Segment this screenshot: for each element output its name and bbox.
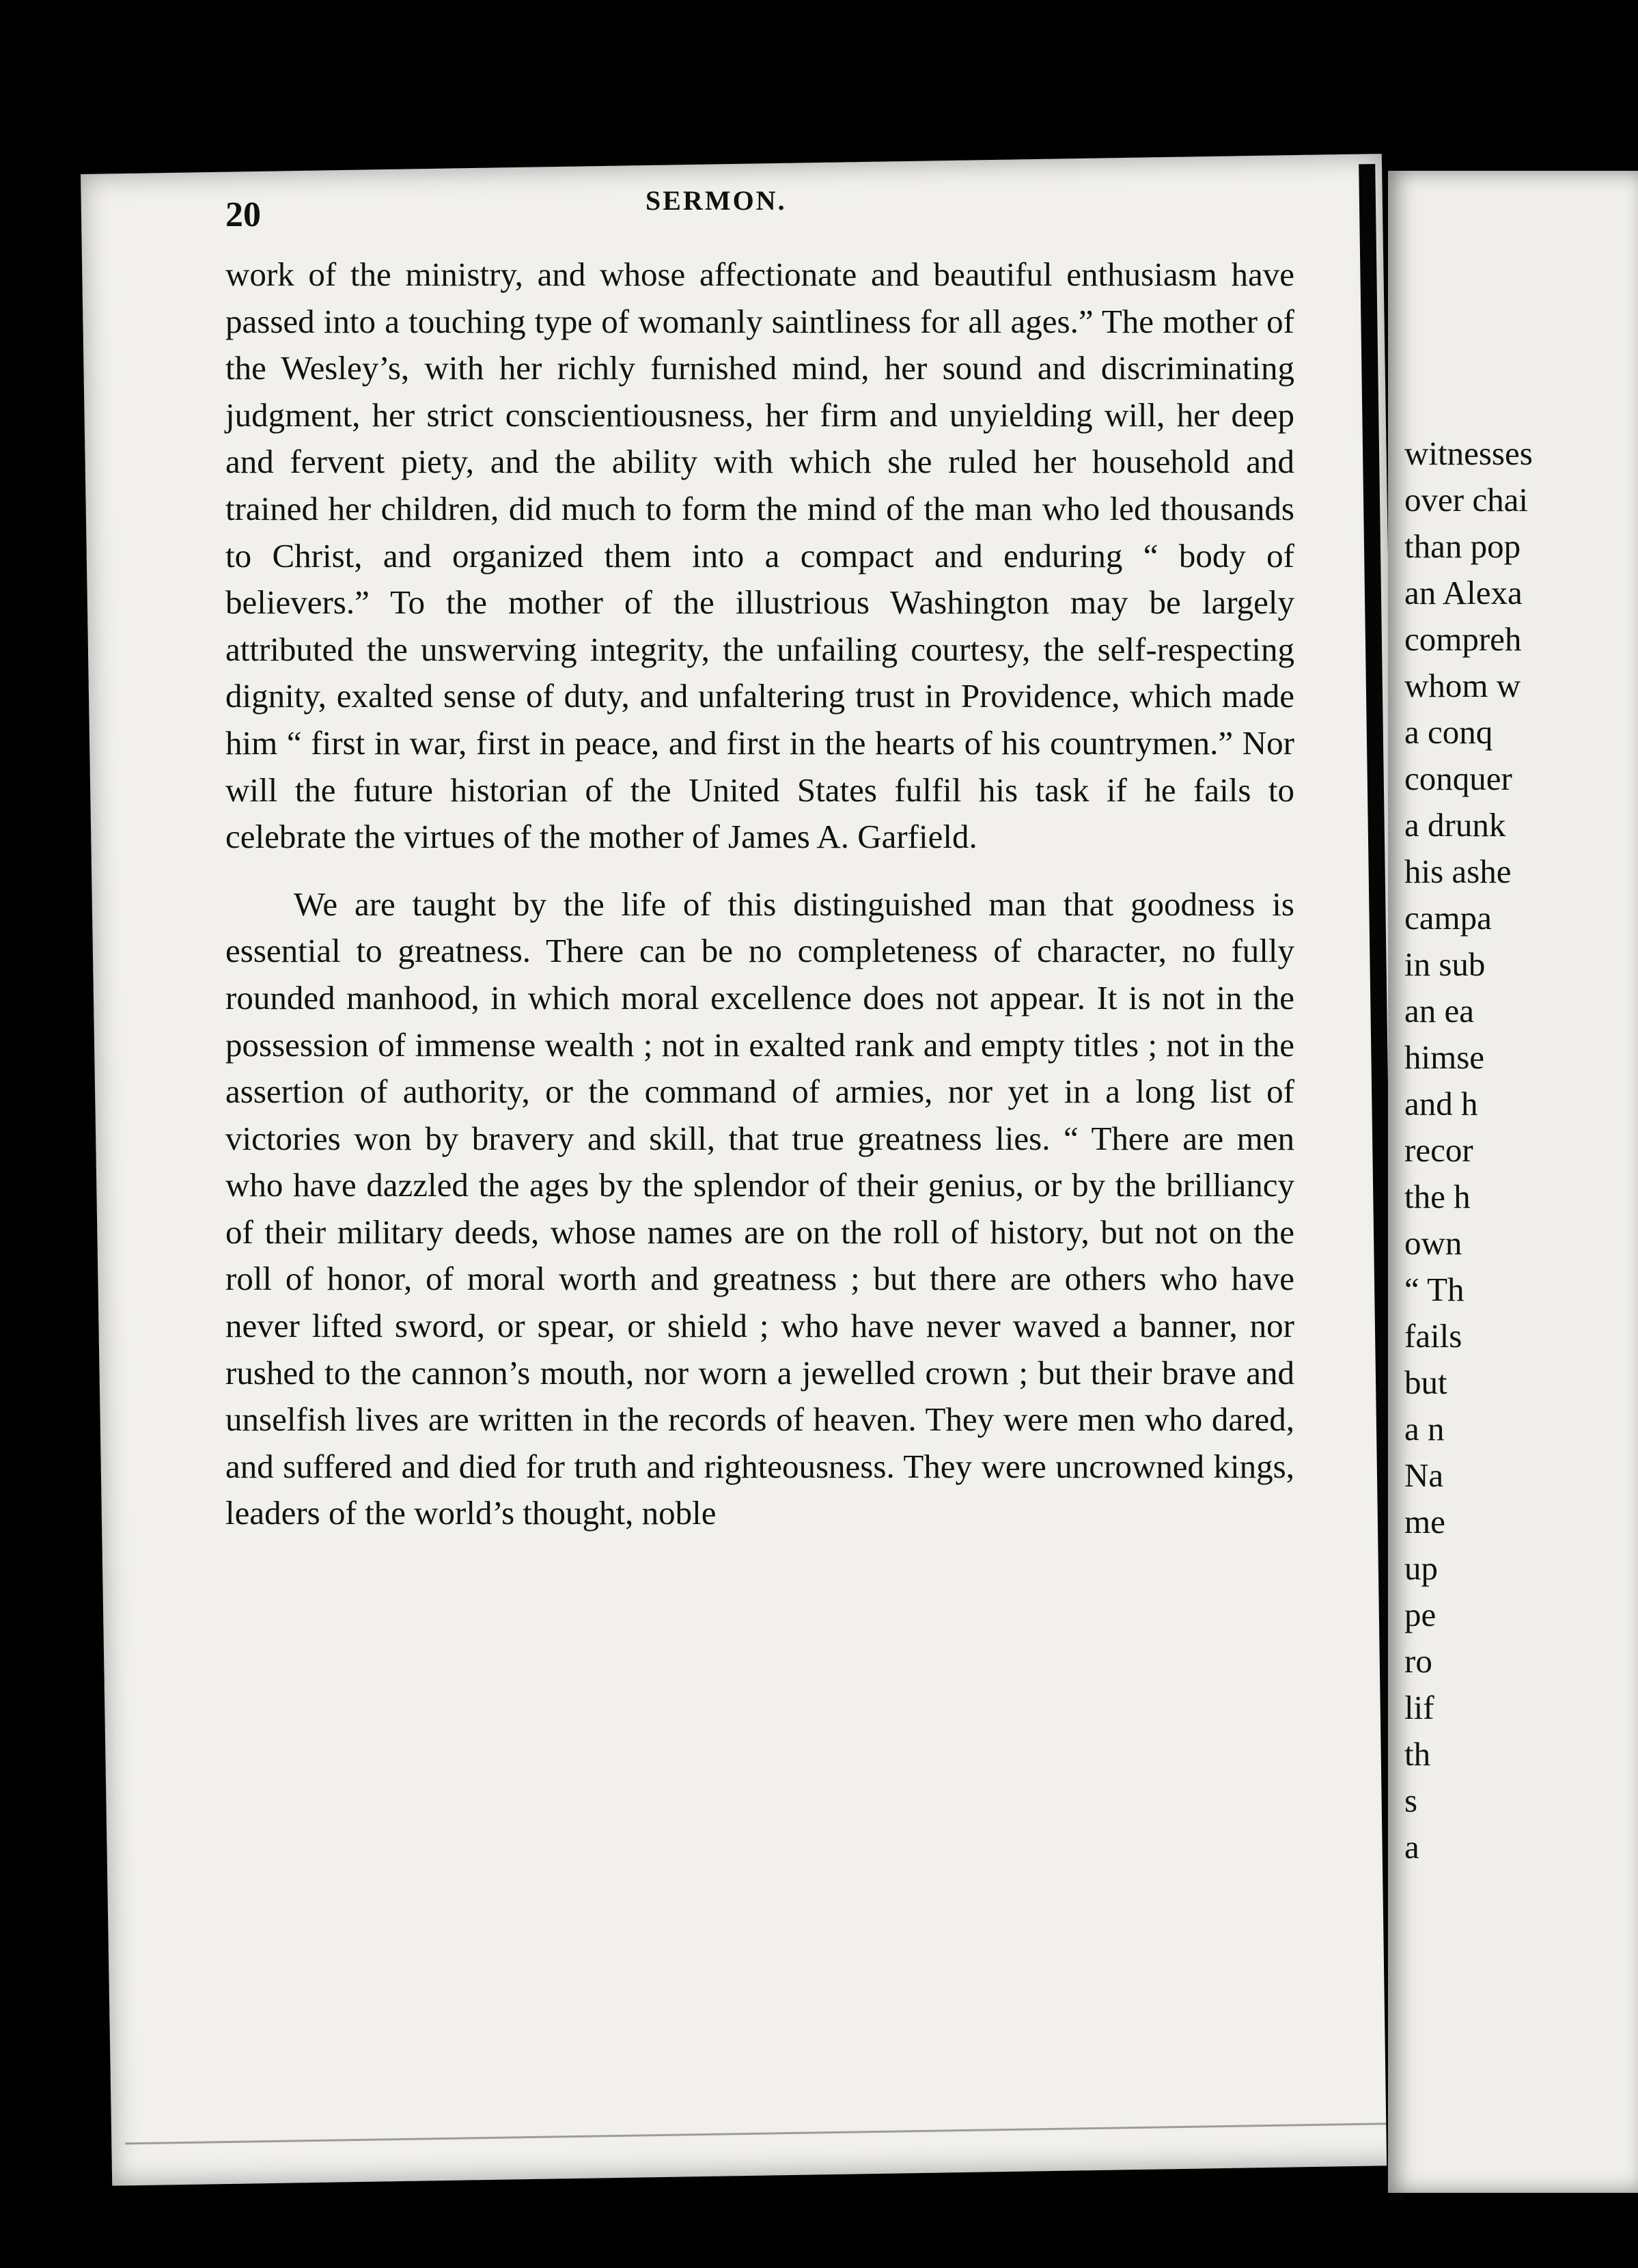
- right-line: his ashe: [1404, 853, 1512, 890]
- right-line: own: [1404, 1224, 1462, 1262]
- right-line: and h: [1404, 1085, 1478, 1122]
- right-page: [1388, 171, 1638, 2193]
- right-line: a: [1404, 1828, 1419, 1866]
- right-line: recor: [1404, 1131, 1473, 1169]
- running-head: SERMON.: [646, 185, 787, 216]
- right-line: me: [1404, 1503, 1445, 1540]
- page-number: 20: [225, 195, 261, 234]
- right-line: but: [1404, 1364, 1447, 1401]
- right-line: over chai: [1404, 481, 1528, 518]
- right-line: the h: [1404, 1178, 1471, 1215]
- right-line: Na: [1404, 1456, 1444, 1494]
- right-line: up: [1404, 1549, 1438, 1587]
- right-line: in sub: [1404, 945, 1486, 983]
- right-line: an ea: [1404, 992, 1474, 1029]
- page-bottom-rule: [125, 2122, 1396, 2144]
- right-line: “ Th: [1404, 1271, 1465, 1308]
- right-line: whom w: [1404, 667, 1521, 704]
- right-line: campa: [1404, 899, 1492, 937]
- body-text: [225, 251, 1294, 1537]
- paragraph: work of the ministry, and whose affectionate and beautiful enthusiasm have passed into a touching type of womanly saintliness for all ages.” The mother of the Wesley’s, with her richly furnished mind, her sound and discriminating judgment, her strict conscientiousness, her firm and unyielding will, her deep and fervent piety, and the ability with which she ruled her household and trained her children, did much to form the mind of the man who led thousands to Christ, and organized them into a compact and enduring “ body of believers.” To the mother of the illustrious Washington may be largely attributed the unswerving integrity, the unfailing courtesy, the self-respecting dignity, exalted sense of duty, and unfaltering trust in Providence, which made him “ first in war, first in peace, and first in the hearts of his countrymen.” Nor will the future historian of the United States fulfil his task if he fails to celebrate the virtues of the mother of James A. Garfield.: [225, 255, 1294, 856]
- right-line: th: [1404, 1735, 1431, 1773]
- right-page-text: [1404, 430, 1637, 1870]
- right-line: an Alexa: [1404, 574, 1523, 611]
- right-line: a drunk: [1404, 806, 1506, 844]
- right-line: than pop: [1404, 527, 1521, 565]
- right-line: ro: [1404, 1642, 1432, 1680]
- right-line: conquer: [1404, 760, 1512, 797]
- right-line: lif: [1404, 1689, 1434, 1726]
- right-line: fails: [1404, 1317, 1462, 1355]
- right-line: compreh: [1404, 620, 1522, 658]
- right-line: a n: [1404, 1410, 1445, 1448]
- paragraph: We are taught by the life of this distinguished man that goodness is essential to greatness. There can be no completeness of character, no fully rounded manhood, in which moral excellence does not appear. It is not in the possession of immense wealth ; not in exalted rank and empty titles ; not in the assertion of authority, or the command of armies, nor yet in a long list of victories won by bravery and skill, that true greatness lies. “ There are men who have dazzled the ages by the splendor of their genius, or by the brilliancy of their military deeds, whose names are on the roll of history, but not on the roll of honor, of moral worth and greatness ; but there are others who have never lifted sword, or spear, or shield ; who have never waved a banner, nor rushed to the cannon’s mouth, nor worn a jewelled crown ; but their brave and unselfish lives are written in the records of heaven. They were men who dared, and suffered and died for truth and righteousness. They were uncrowned kings, leaders of the world’s thought, noble: [225, 885, 1294, 1532]
- right-line: a conq: [1404, 713, 1493, 751]
- right-line: pe: [1404, 1596, 1436, 1633]
- right-line: himse: [1404, 1038, 1485, 1076]
- right-line: witnesses: [1404, 434, 1533, 472]
- right-line: s: [1404, 1782, 1418, 1819]
